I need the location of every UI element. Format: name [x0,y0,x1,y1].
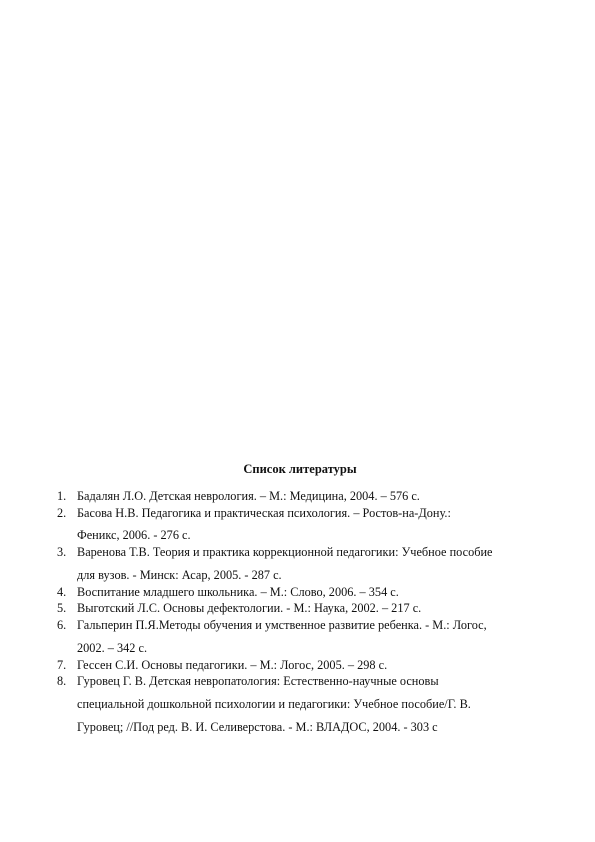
reference-text: Выготский Л.С. Основы дефектологии. - М.: Наука, 2002. – 217 с. [77,601,422,616]
reference-item [57,618,557,656]
reference-text: Бадалян Л.О. Детская неврология. – М.: Медицина, 2004. – 576 с. [77,489,420,503]
reference-number: 4. [57,584,67,599]
page-title: Список литературы [243,462,357,476]
reference-item [57,601,557,616]
reference-item [57,585,557,600]
reference-item [57,489,557,504]
reference-number: 3. [57,545,67,560]
reference-item [57,658,557,673]
reference-text-continued: Гуровец; //Под ред. В. И. Селиверстова. - М.: ВЛАДОС, 2004. - 303 с [77,719,438,734]
reference-text-continued: специальной дошкольной психологии и педагогики: Учебное пособие/Г. В. [77,696,471,711]
reference-list [57,489,557,735]
reference-item [57,674,557,734]
reference-number: 8. [57,674,67,689]
reference-text: Гессен С.И. Основы педагогики. – М.: Логос, 2005. – 298 с. [77,657,388,672]
reference-text: Басова Н.В. Педагогика и практическая психология. – Ростов-на-Дону.: [77,505,451,520]
reference-text: Гуровец Г. В. Детская невропатология: Естественно-научные основы [77,674,439,689]
reference-item [57,545,557,583]
reference-text: Воспитание младшего школьника. – М.: Слово, 2006. – 354 с. [77,584,399,599]
reference-number: 2. [57,505,67,520]
reference-text-continued: Феникс, 2006. - 276 с. [77,528,191,543]
reference-text-continued: для вузов. - Минск: Асар, 2005. - 287 с. [77,567,282,582]
reference-text-continued: 2002. – 342 с. [77,640,148,655]
reference-text: Варенова Т.В. Теория и практика коррекционной педагогики: Учебное пособие [77,545,493,560]
reference-number: 1. [57,489,67,503]
reference-number: 5. [57,601,67,616]
reference-number: 6. [57,618,67,633]
reference-number: 7. [57,657,67,672]
reference-text: Гальперин П.Я.Методы обучения и умственное развитие ребенка. - М.: Логос, [77,618,487,633]
reference-item [57,506,557,544]
